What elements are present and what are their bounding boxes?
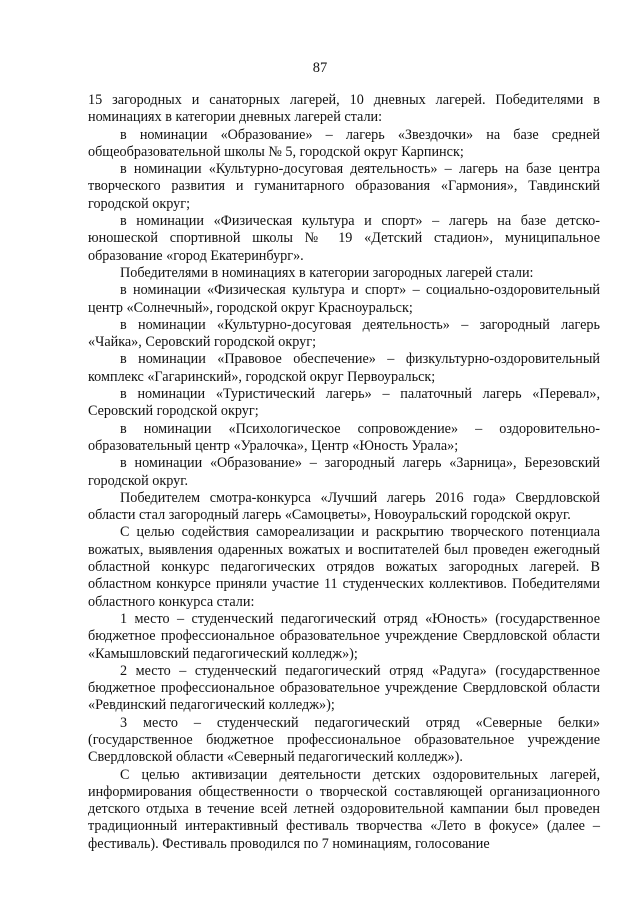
paragraph-country-camp-tourist: в номинации «Туристический лагерь» – палаточный лагерь «Перевал», Серовский городской округ; bbox=[88, 386, 600, 420]
paragraph-first-place: 1 место – студенческий педагогический отряд «Юность» (государственное бюджетное профессиональное образовательное учреждение Свердловской области «Камышловский педагогический колледж»); bbox=[88, 610, 600, 662]
paragraph-country-camp-education: в номинации «Образование» – загородный лагерь «Зарница», Березовский городской округ. bbox=[88, 455, 600, 489]
paragraph-counselor-contest: С целью содействия самореализации и раскрытию творческого потенциала вожатых, выявления одаренных вожатых и воспитателей был проведен ежегодный областной конкурс педагогических отрядов вожатых загородных лагерей. В областном конкурсе приняли участие 11 студенческих коллективов. Победителями областного конкурса стали: bbox=[88, 524, 600, 610]
paragraph-festival: С целью активизации деятельности детских оздоровительных лагерей, информирования общественности о творческой составляющей организационного детского отдыха в течение всей летней оздоровительной кампании был проведен традиционный интерактивный фестиваль творчества «Лето в фокусе» (далее – фестиваль). Фестиваль проводился по 7 номинациям, голосование bbox=[88, 766, 600, 852]
paragraph-country-camps-heading: Победителями в номинациях в категории загородных лагерей стали: bbox=[120, 264, 534, 281]
paragraph-country-camp-culture: в номинации «Культурно-досуговая деятельность» – загородный лагерь «Чайка», Серовский городской округ; bbox=[88, 316, 600, 351]
paragraph-second-place: 2 место – студенческий педагогический отряд «Радуга» (государственное бюджетное профессиональное образовательное учреждение Свердловской области «Ревдинский педагогический колледж»); bbox=[88, 662, 600, 714]
paragraph-intro-continuation: 15 загородных и санаторных лагерей, 10 дневных лагерей. Победителями в номинациях в категории дневных лагерей стали: bbox=[88, 92, 600, 126]
paragraph-country-camp-psychology: в номинации «Психологическое сопровождение» – оздоровительно-образовательный центр «Уралочка», Центр «Юность Урала»; bbox=[88, 420, 600, 454]
paragraph-best-camp-winner: Победителем смотра-конкурса «Лучший лагерь 2016 года» Свердловской области стал загородный лагерь «Самоцветы», Новоуральский городской округ. bbox=[88, 489, 600, 524]
paragraph-third-place: 3 место – студенческий педагогический отряд «Северные белки» (государственное бюджетное профессиональное образовательное учреждение Свердловской области «Северный педагогический колледж»). bbox=[88, 714, 600, 766]
paragraph-country-camp-sport: в номинации «Физическая культура и спорт» – социально-оздоровительный центр «Солнечный», городской округ Красноуральск; bbox=[88, 282, 600, 316]
paragraph-country-camp-legal: в номинации «Правовое обеспечение» – физкультурно-оздоровительный комплекс «Гагаринский», городской округ Первоуральск; bbox=[88, 351, 600, 385]
paragraph-day-camp-sport: в номинации «Физическая культура и спорт» – лагерь на базе детско-юношеской спортивной школы № 19 «Детский стадион», муниципальное образование «город Екатеринбург». bbox=[88, 213, 600, 264]
page-number: 87 bbox=[312, 60, 328, 76]
paragraph-day-camp-culture: в номинации «Культурно-досуговая деятельность» – лагерь на базе центра творческого развития и гуманитарного образования «Гармония», Тавдинский городской округ; bbox=[88, 161, 600, 212]
paragraph-day-camp-education: в номинации «Образование» – лагерь «Звездочки» на базе средней общеобразовательной школы № 5, городской округ Карпинск; bbox=[88, 126, 600, 160]
body-text bbox=[88, 92, 600, 853]
